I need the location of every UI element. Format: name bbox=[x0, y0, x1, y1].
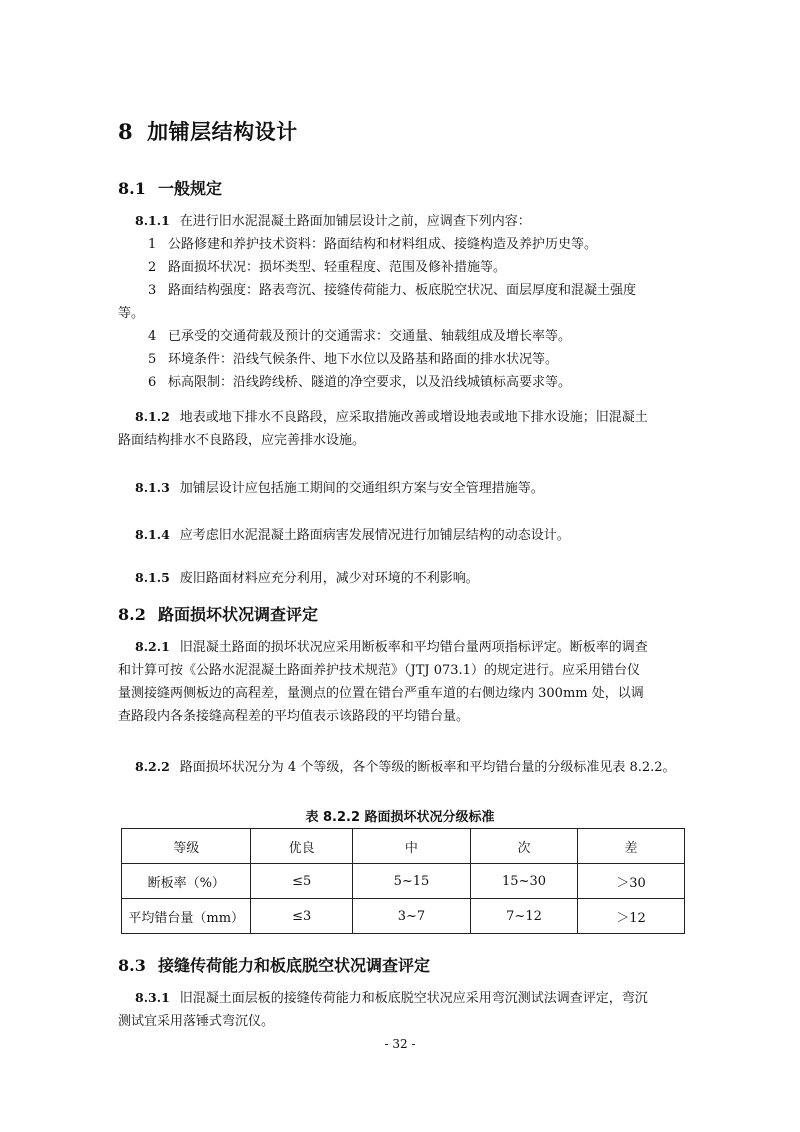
clause-8-3-1 bbox=[118, 986, 684, 1033]
item-text: 标高限制：沿线跨线桥、隧道的净空要求，以及沿线城镇标高要求等。 bbox=[168, 375, 572, 390]
clause-text: 查路段内各条接缝高程差的平均值表示该路段的平均错台量。 bbox=[118, 709, 470, 724]
clause-text: 旧混凝土面层板的接缝传荷能力和板底脱空状况应采用弯沉测试法调查评定，弯沉 bbox=[179, 991, 648, 1006]
clause-text: 测试宜采用落锤式弯沉仪。 bbox=[118, 1014, 275, 1029]
clause-number: 8.1.3 bbox=[135, 480, 170, 495]
table-cell: 3~7 bbox=[352, 899, 470, 934]
table-header-cell: 差 bbox=[578, 829, 685, 864]
clause-8-1-5 bbox=[118, 566, 684, 590]
table-cell: 15~30 bbox=[471, 864, 578, 899]
table-caption: 表 8.2.2 路面损坏状况分级标准 bbox=[305, 810, 495, 825]
item-text: 路面结构强度：路表弯沉、接缝传荷能力、板底脱空状况、面层厚度和混凝土强度 bbox=[168, 283, 637, 298]
clause-number: 8.1.5 bbox=[135, 570, 170, 585]
chapter-title bbox=[118, 116, 298, 146]
table-cell: ＞12 bbox=[578, 899, 685, 934]
chapter-title-text: 加铺层结构设计 bbox=[147, 119, 298, 144]
clause-text: 应考虑旧水泥混凝土路面病害发展情况进行加铺层结构的动态设计。 bbox=[179, 528, 570, 543]
table-cell: 7~12 bbox=[471, 899, 578, 934]
table-cell: ＞30 bbox=[578, 864, 685, 899]
section-number: 8.2 bbox=[118, 605, 146, 624]
table-header-row bbox=[122, 829, 685, 864]
clause-text: 地表或地下排水不良路段，应采取措施改善或增设地表或地下排水设施；旧混凝土 bbox=[179, 410, 648, 425]
table-cell: 平均错台量（mm） bbox=[122, 899, 251, 934]
page-number: - 32 - bbox=[384, 1037, 416, 1051]
list-item bbox=[118, 325, 684, 348]
clause-text: 和计算可按《公路水泥混凝土路面养护技术规范》（JTJ 073.1）的规定进行。应采用错台仪 bbox=[118, 663, 640, 678]
clause-number: 8.1.4 bbox=[135, 527, 170, 542]
clause-number: 8.3.1 bbox=[135, 990, 170, 1005]
section-title-8-1 bbox=[118, 176, 222, 199]
list-item bbox=[118, 256, 684, 279]
list-item bbox=[118, 279, 684, 302]
item-number: 3 bbox=[148, 283, 157, 298]
item-text: 公路修建和养护技术资料：路面结构和材料组成、接缝构造及养护历史等。 bbox=[168, 237, 598, 252]
table-row bbox=[122, 899, 685, 934]
item-number: 4 bbox=[148, 329, 157, 344]
clause-text: 路面结构排水不良路段，应完善排水设施。 bbox=[118, 433, 366, 448]
table-cell: ≤3 bbox=[251, 899, 352, 934]
clause-text: 量测接缝两侧板边的高程差，量测点的位置在错台严重车道的右侧边缘内 300mm 处，以调 bbox=[118, 686, 644, 701]
item-number: 2 bbox=[148, 260, 157, 275]
list-item bbox=[118, 348, 684, 371]
clause-8-2-1 bbox=[118, 635, 684, 728]
chapter-number: 8 bbox=[118, 119, 134, 144]
item-text: 环境条件：沿线气候条件、地下水位以及路基和路面的排水状况等。 bbox=[168, 352, 559, 367]
clause-8-1-3 bbox=[118, 476, 684, 500]
table-cell: 断板率（%） bbox=[122, 864, 251, 899]
clause-text: 旧混凝土路面的损坏状况应采用断板率和平均错台量两项指标评定。断板率的调查 bbox=[179, 640, 648, 655]
section-title-text: 路面损坏状况调查评定 bbox=[158, 605, 319, 624]
table-header-cell: 中 bbox=[352, 829, 470, 864]
clause-text: 加铺层设计应包括施工期间的交通组织方案与安全管理措施等。 bbox=[179, 481, 544, 496]
clause-8-1-2 bbox=[118, 405, 684, 452]
table-header-cell: 次 bbox=[471, 829, 578, 864]
section-number: 8.1 bbox=[118, 179, 146, 198]
grade-table bbox=[121, 828, 685, 934]
section-title-8-2 bbox=[118, 602, 318, 625]
clause-number: 8.1.1 bbox=[135, 213, 170, 228]
item-text: 路面损坏状况：损坏类型、轻重程度、范围及修补措施等。 bbox=[168, 260, 507, 275]
table-header-cell: 优良 bbox=[251, 829, 352, 864]
table-row bbox=[122, 864, 685, 899]
item-number: 1 bbox=[148, 237, 157, 252]
clause-number: 8.1.2 bbox=[135, 409, 170, 424]
clause-8-2-2 bbox=[118, 755, 684, 779]
item-text: 已承受的交通荷载及预计的交通需求：交通量、轴载组成及增长率等。 bbox=[168, 329, 572, 344]
item-continuation: 等。 bbox=[118, 306, 145, 321]
clause-8-1-1 bbox=[118, 209, 684, 394]
item-number: 5 bbox=[148, 352, 157, 367]
section-title-text: 接缝传荷能力和板底脱空状况调查评定 bbox=[158, 956, 431, 975]
table-cell: 5~15 bbox=[352, 864, 470, 899]
section-number: 8.3 bbox=[118, 956, 146, 975]
clause-text: 废旧路面材料应充分利用，减少对环境的不利影响。 bbox=[179, 571, 479, 586]
section-title-8-3 bbox=[118, 953, 430, 976]
section-title-text: 一般规定 bbox=[158, 179, 223, 198]
clause-number: 8.2.1 bbox=[135, 639, 170, 654]
table-cell: ≤5 bbox=[251, 864, 352, 899]
list-item bbox=[118, 233, 684, 256]
clause-number: 8.2.2 bbox=[135, 759, 170, 774]
list-item bbox=[118, 371, 684, 394]
clause-8-1-4 bbox=[118, 523, 684, 547]
table-header-cell: 等级 bbox=[122, 829, 251, 864]
clause-text: 在进行旧水泥混凝土路面加铺层设计之前，应调查下列内容： bbox=[179, 214, 531, 229]
clause-text: 路面损坏状况分为 4 个等级，各个等级的断板率和平均错台量的分级标准见表 8.2.2。 bbox=[179, 760, 676, 775]
item-number: 6 bbox=[148, 375, 157, 390]
